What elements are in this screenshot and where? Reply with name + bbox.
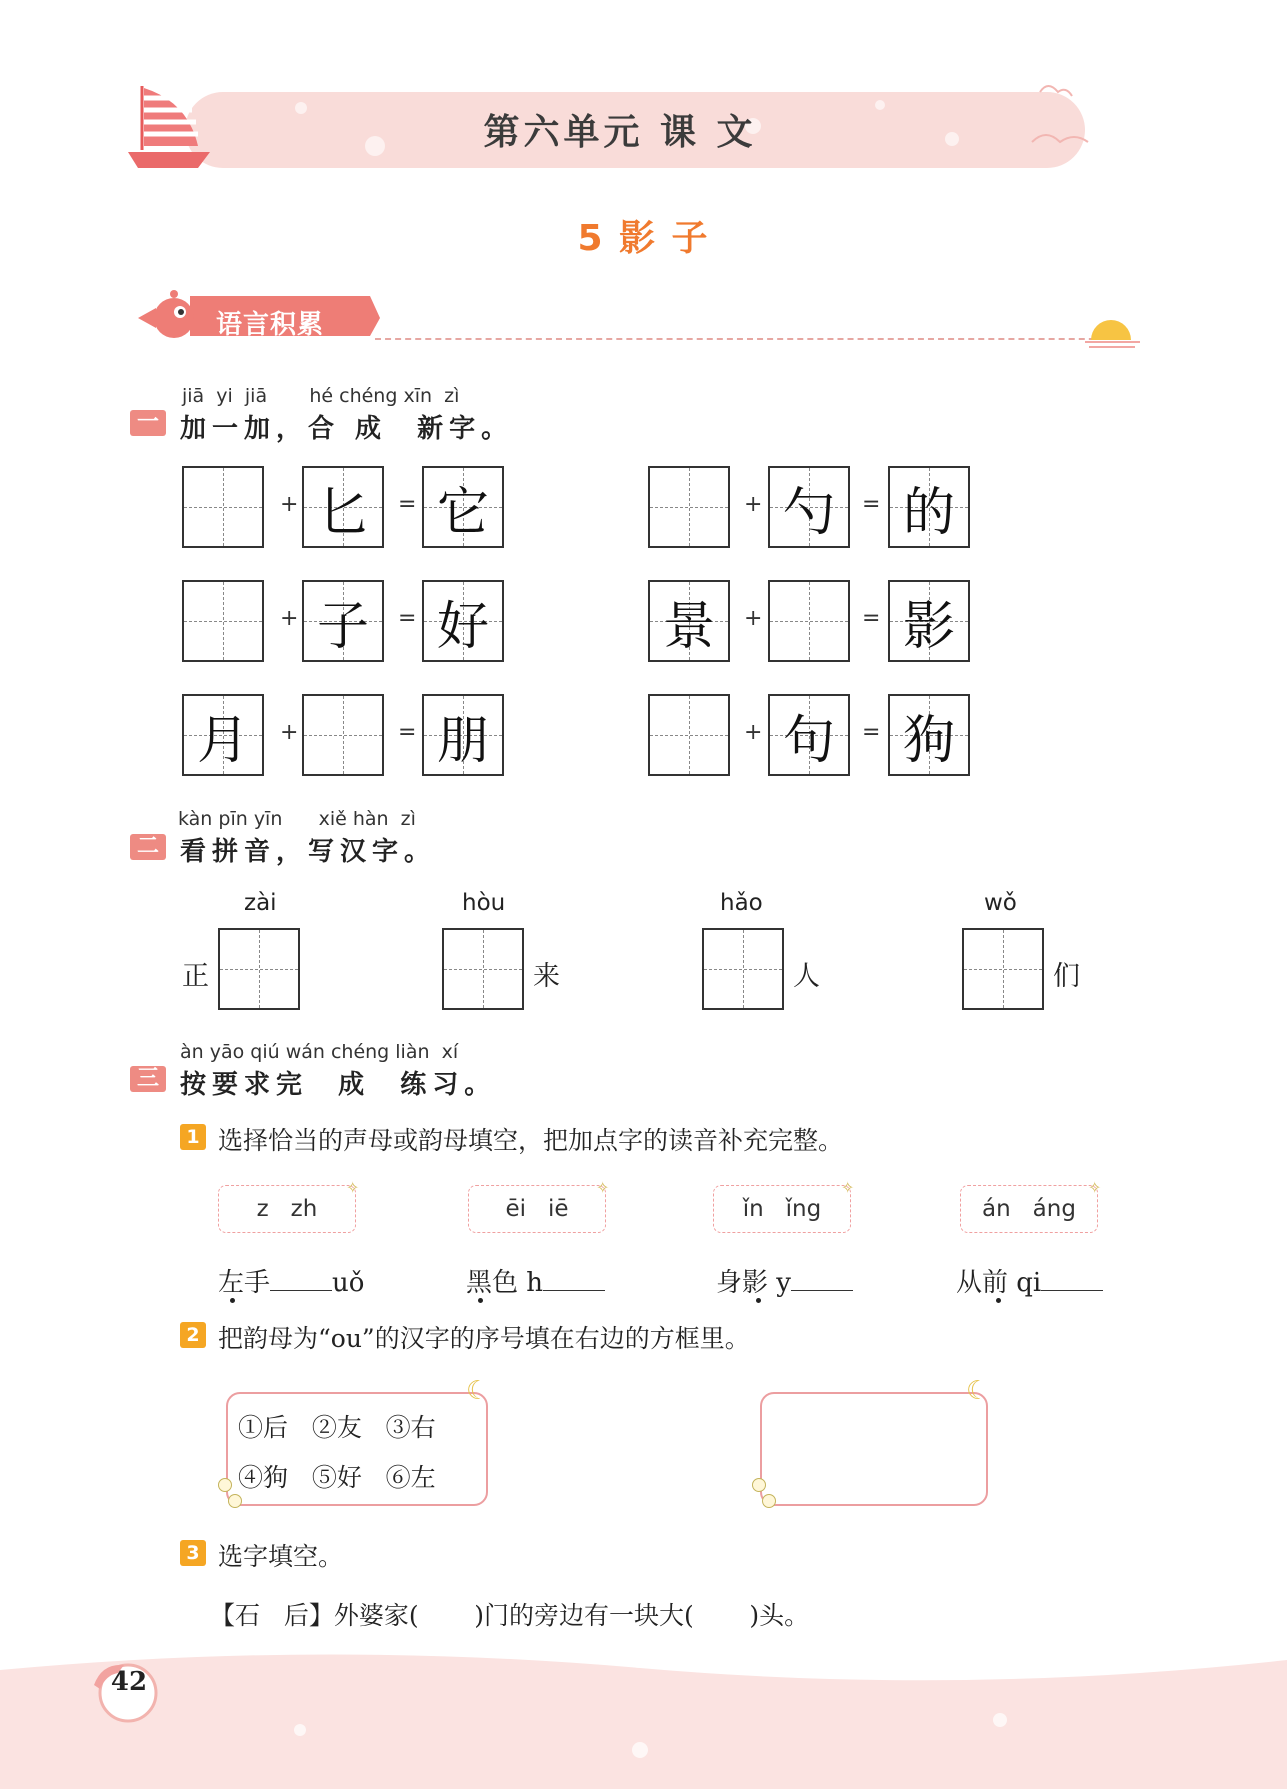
sub1-blank-3[interactable] [716,1262,853,1299]
q1-char-box [768,466,850,548]
q1-instruction: 加一加，合 成 新字。 [180,414,514,444]
bubble-icon [218,1478,232,1492]
q1-char-box [302,580,384,662]
clouds-icon [1030,72,1092,156]
q1-char [650,696,728,774]
q2-after-4: 们 [1053,961,1080,992]
sub1-option-2: ēi iē [468,1185,606,1233]
q2-pinyin-2: hòu [462,890,506,916]
q3-pinyin: àn yāo qiú wán chéng liàn xí [180,1041,459,1063]
emphasis-dot [996,1298,1001,1303]
q1-char-box [888,580,970,662]
sub1-blank-2[interactable] [466,1262,605,1299]
bubble-icon [752,1478,766,1492]
sub1-option-3: ǐn ǐng [713,1185,851,1233]
q1-char-box [422,580,504,662]
sub1-instruction: 选择恰当的声母或韵母填空，把加点字的读音补充完整。 [218,1126,844,1155]
q2-writing-box-4[interactable] [962,928,1044,1010]
blank-prefix: 身影 y [716,1268,791,1298]
q1-char-box [302,466,384,548]
page-number: 42 [110,1667,148,1697]
sub2-instruction: 把韵母为“ou”的汉字的序号填在右边的方框里。 [218,1324,750,1353]
star-icon: ✧ [841,1178,855,1197]
source-chars-line-2: ④狗 ⑤好 ⑥左 [238,1463,436,1492]
bubble-icon [228,1494,242,1508]
blank-prefix: 黑色 h [466,1268,544,1298]
equals-sign: = [398,492,417,517]
sub3-badge: 3 [180,1540,206,1566]
q1-char: 子 [316,596,369,657]
emphasis-dot [756,1298,761,1303]
q1-char: 勺 [782,482,835,543]
q2-pinyin-1: zài [244,890,277,916]
q1-char: 的 [902,482,955,543]
sub1-blank-4[interactable] [956,1262,1103,1299]
footer-wave [0,1640,1287,1789]
blank-suffix: uǒ [332,1268,365,1298]
blank-prefix: 左手 [218,1268,271,1298]
q1-char: 朋 [436,710,489,771]
q1-blank-box[interactable] [182,580,264,662]
q2-badge: 二 [130,834,166,860]
sub1-badge: 1 [180,1124,206,1150]
q1-char-box [422,694,504,776]
equals-sign: = [398,720,417,745]
plus-sign: + [744,606,763,631]
q1-badge: 一 [130,410,166,436]
star-icon: ✧ [346,1178,360,1197]
q2-after-2: 来 [533,961,560,992]
equals-sign: = [398,606,417,631]
q1-char [184,468,262,546]
q2-writing-box-1[interactable] [218,928,300,1010]
moon-icon: ☾ [966,1376,990,1406]
equals-sign: = [862,720,881,745]
q1-char [304,696,382,774]
plus-sign: + [280,720,299,745]
moon-icon: ☾ [466,1376,490,1406]
plus-sign: + [280,492,299,517]
sub3-sentence[interactable]: 【石 后】外婆家( )门的旁边有一块大( )头。 [210,1601,810,1630]
blank-prefix: 从前 qi [956,1268,1042,1298]
q1-char-box [182,694,264,776]
answer-box[interactable] [760,1392,988,1506]
q1-blank-box[interactable] [182,466,264,548]
q1-blank-box[interactable] [648,466,730,548]
section-label: 语言积累 [216,310,325,340]
q1-blank-box[interactable] [768,580,850,662]
source-chars-line-1: ①后 ②友 ③右 [238,1413,436,1442]
star-icon: ✧ [596,1178,610,1197]
sub1-blank-1[interactable] [218,1262,364,1299]
equals-sign: = [862,606,881,631]
q2-instruction: 看拼音，写汉字。 [180,837,437,867]
sub2-badge: 2 [180,1322,206,1348]
plus-sign: + [744,492,763,517]
q1-char: 它 [436,482,489,543]
plus-sign: + [280,606,299,631]
emphasis-dot [478,1298,483,1303]
plus-sign: + [744,720,763,745]
q1-char: 匕 [316,482,369,543]
q1-char-box [648,580,730,662]
q1-char-box [768,694,850,776]
q1-pinyin: jiā yi jiā hé chéng xīn zì [182,385,460,407]
q2-before-1: 正 [182,961,209,992]
lesson-title: 5 影 子 [577,218,710,259]
q1-char [184,582,262,660]
q1-char: 狗 [902,710,955,771]
bubble-icon [762,1494,776,1508]
sub3-instruction: 选字填空。 [218,1542,344,1571]
q2-pinyin-4: wǒ [984,890,1017,916]
q1-char: 好 [436,596,489,657]
q3-badge: 三 [130,1066,166,1092]
q2-pinyin: kàn pīn yīn xiě hàn zì [178,808,416,830]
q1-char: 景 [662,596,715,657]
q1-char-box [888,694,970,776]
sub1-option-4: án áng [960,1185,1098,1233]
q1-char [650,468,728,546]
sailboat-icon [128,82,210,170]
q1-char: 影 [902,596,955,657]
q1-char-box [888,466,970,548]
star-icon: ✧ [1088,1178,1102,1197]
sunset-icon [1085,310,1140,350]
q1-char: 句 [782,710,835,771]
equals-sign: = [862,492,881,517]
q3-instruction: 按要求完 成 练习。 [180,1070,497,1100]
section-divider [375,338,1125,340]
unit-title: 第六单元 课 文 [483,112,757,153]
q2-writing-box-3[interactable] [702,928,784,1010]
q1-char-box [422,466,504,548]
q2-after-3: 人 [793,961,820,992]
q1-char [770,582,848,660]
sub1-option-1: z zh [218,1185,356,1233]
q2-pinyin-3: hǎo [720,890,763,916]
emphasis-dot [230,1298,235,1303]
q2-writing-box-2[interactable] [442,928,524,1010]
q1-blank-box[interactable] [302,694,384,776]
q1-blank-box[interactable] [648,694,730,776]
q1-char: 月 [196,710,249,771]
